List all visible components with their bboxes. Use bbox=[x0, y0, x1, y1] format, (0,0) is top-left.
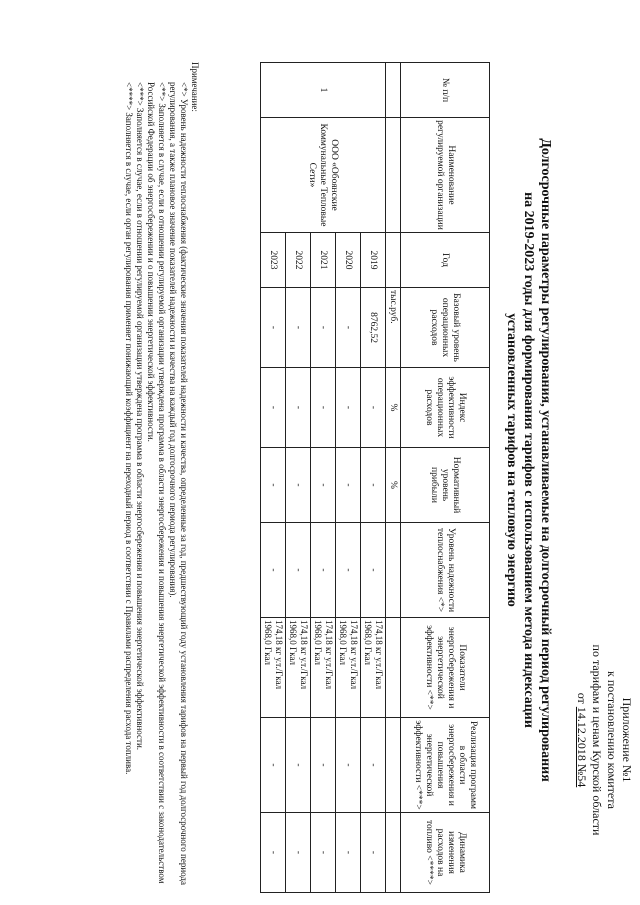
col-header-org: Наименование регулируемой организации bbox=[401, 118, 490, 233]
indicator-fuel-rate: 174,18 кг у.т./Гкал bbox=[324, 620, 334, 690]
units-cell-indicators bbox=[386, 618, 401, 718]
row-year: 2019 bbox=[361, 233, 386, 288]
col-header-efficiency-index: Индекс эффективности операционных расходов bbox=[401, 368, 490, 448]
table-header-row bbox=[401, 63, 490, 893]
row-efficiency-index: - bbox=[361, 368, 386, 448]
indicator-heat-volume: 1968,0 Гкал bbox=[288, 620, 298, 666]
row-year: 2021 bbox=[311, 233, 336, 288]
org-number: 1 bbox=[261, 63, 386, 118]
col-header-base-level: Базовый уровень операционных расходов bbox=[401, 288, 490, 368]
units-cell-fuel bbox=[386, 813, 401, 893]
row-energy-indicators bbox=[286, 618, 311, 718]
indicator-heat-volume: 1968,0 Гкал bbox=[263, 620, 273, 666]
row-reliability: - bbox=[286, 523, 311, 618]
units-cell-programs bbox=[386, 718, 401, 813]
unit-efficiency-index: % bbox=[386, 368, 401, 448]
appendix-committee: по тарифам и ценам Курской области bbox=[590, 644, 604, 836]
units-cell-org bbox=[386, 118, 401, 233]
row-base-level: 8762,52 bbox=[361, 288, 386, 368]
col-header-profit: Нормативный уровень прибыли bbox=[401, 448, 490, 523]
appendix-header bbox=[574, 610, 634, 870]
row-programs: - bbox=[261, 718, 286, 813]
row-energy-indicators bbox=[311, 618, 336, 718]
appendix-number: Приложение №1 bbox=[620, 697, 634, 783]
appendix-ref: к постановлению комитета bbox=[605, 671, 619, 809]
row-profit: - bbox=[311, 448, 336, 523]
row-energy-indicators bbox=[261, 618, 286, 718]
row-programs: - bbox=[361, 718, 386, 813]
indicator-fuel-rate: 174,18 кг у.т./Гкал bbox=[274, 620, 284, 690]
note-4: <****> Заполняется в случае, если орган регулирования применяет понижающий коэффициент на переходный период в соответствии с Правилами распределения расхода топлива. bbox=[124, 82, 134, 775]
title-line-3: установленных тарифов на тепловую энергию bbox=[504, 313, 519, 607]
row-reliability: - bbox=[336, 523, 361, 618]
col-header-energy-indicators: Показатели энергосбережения и энергетической эффективности <**> bbox=[401, 618, 490, 718]
note-1: <*> Уровень надежности теплоснабжения (фактические значения показателей надежности и качества, определенные за год, предшествующий году установления тарифов на первый год долгосрочного периода регулирования, а также плановое значение показателей надежности и качества на каждый год долгосрочного периода регулирования). bbox=[168, 82, 189, 885]
row-profit: - bbox=[261, 448, 286, 523]
row-fuel-dynamics: - bbox=[361, 813, 386, 893]
row-reliability: - bbox=[311, 523, 336, 618]
indicator-heat-volume: 1968,0 Гкал bbox=[363, 620, 373, 666]
units-cell-year bbox=[386, 233, 401, 288]
title-line-1: Долгосрочные параметры регулирования, устанавливаемые на долгосрочный период регулирования bbox=[538, 138, 553, 782]
appendix-date-prefix: от bbox=[575, 692, 589, 707]
note-3: <***> Заполняется в случае, если в отношении регулируемой организации утверждена программа в области энергосбережения и повышения энергетической эффективности. bbox=[135, 82, 145, 751]
indicator-fuel-rate: 174,18 кг у.т./Гкал bbox=[349, 620, 359, 690]
row-year: 2022 bbox=[286, 233, 311, 288]
row-efficiency-index: - bbox=[336, 368, 361, 448]
unit-profit: % bbox=[386, 448, 401, 523]
units-row bbox=[386, 63, 401, 893]
row-efficiency-index: - bbox=[261, 368, 286, 448]
col-header-programs: Реализация программ в области энергосбережения и повышения энергетической эффективности <***> bbox=[401, 718, 490, 813]
appendix-date: 14.12.2018 №54 bbox=[575, 706, 589, 788]
indicator-fuel-rate: 174,18 кг у.т./Гкал bbox=[374, 620, 384, 690]
row-year: 2020 bbox=[336, 233, 361, 288]
indicator-heat-volume: 1968,0 Гкал bbox=[338, 620, 348, 666]
appendix-date-line bbox=[574, 610, 589, 870]
row-reliability: - bbox=[361, 523, 386, 618]
note-2: <**> Заполняется в случае, если в отношении регулируемой организации утверждена программа в области энергосбережения и повышения энергетической эффективности в соответствии с законодательством Российской Федерации об энергосбережении и о повышении энергетической эффективности. bbox=[146, 82, 167, 884]
row-energy-indicators bbox=[361, 618, 386, 718]
row-fuel-dynamics: - bbox=[261, 813, 286, 893]
row-profit: - bbox=[286, 448, 311, 523]
row-fuel-dynamics: - bbox=[336, 813, 361, 893]
col-header-num: № п/п bbox=[401, 63, 490, 118]
table-row bbox=[361, 63, 386, 893]
row-reliability: - bbox=[261, 523, 286, 618]
row-year: 2023 bbox=[261, 233, 286, 288]
title-line-2: на 2019-2023 годы для формирования тарифов с использованием метода индексации bbox=[521, 192, 536, 728]
row-fuel-dynamics: - bbox=[286, 813, 311, 893]
row-energy-indicators bbox=[336, 618, 361, 718]
row-profit: - bbox=[361, 448, 386, 523]
row-base-level: - bbox=[261, 288, 286, 368]
row-base-level: - bbox=[336, 288, 361, 368]
indicator-heat-volume: 1968,0 Гкал bbox=[313, 620, 323, 666]
row-programs: - bbox=[286, 718, 311, 813]
row-efficiency-index: - bbox=[311, 368, 336, 448]
notes-section bbox=[123, 62, 200, 897]
row-programs: - bbox=[311, 718, 336, 813]
row-profit: - bbox=[336, 448, 361, 523]
row-fuel-dynamics: - bbox=[311, 813, 336, 893]
row-efficiency-index: - bbox=[286, 368, 311, 448]
units-cell-num bbox=[386, 63, 401, 118]
row-programs: - bbox=[336, 718, 361, 813]
col-header-fuel-dynamics: Динамика изменения расходов на топливо <****> bbox=[401, 813, 490, 893]
units-cell-reliability bbox=[386, 523, 401, 618]
indicator-fuel-rate: 174,18 кг у.т./Гкал bbox=[299, 620, 309, 690]
org-name: ООО «Обоянские Коммунальные Тепловые Сети» bbox=[261, 118, 386, 233]
col-header-reliability: Уровень надежности теплоснабжения <*> bbox=[401, 523, 490, 618]
unit-base-level: тыс.руб. bbox=[386, 288, 401, 368]
parameters-table bbox=[260, 62, 490, 893]
row-base-level: - bbox=[311, 288, 336, 368]
col-header-year: Год bbox=[401, 233, 490, 288]
notes-heading: Примечание: bbox=[190, 62, 200, 112]
row-base-level: - bbox=[286, 288, 311, 368]
document-title bbox=[503, 110, 554, 810]
